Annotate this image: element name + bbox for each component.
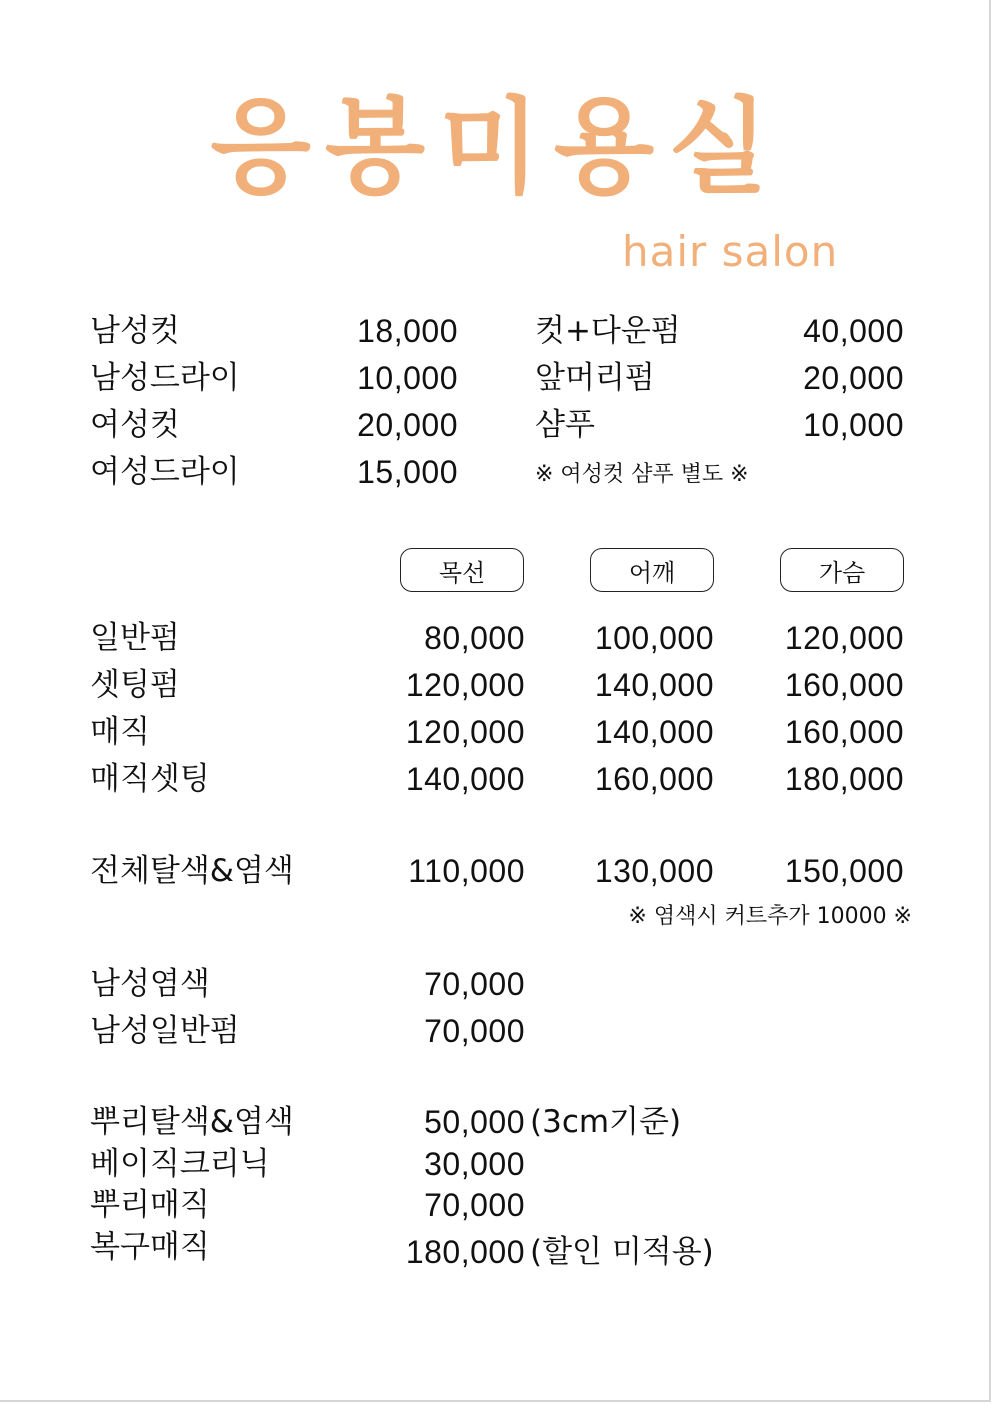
perm-price: 120,000 bbox=[405, 667, 525, 703]
perm-name: 매직셋팅 bbox=[90, 761, 210, 797]
service-price: 10,000 bbox=[803, 407, 904, 443]
service-name: 컷+다운펌 bbox=[535, 313, 681, 349]
extra-service-name: 뿌리매직 bbox=[90, 1187, 210, 1223]
perm-price: 140,000 bbox=[405, 761, 525, 797]
perm-price: 80,000 bbox=[424, 620, 525, 656]
perm-price: 140,000 bbox=[594, 667, 714, 703]
perm-price: 160,000 bbox=[784, 714, 904, 750]
extra-service-price: 30,000 bbox=[424, 1146, 525, 1182]
service-name: 앞머리펌 bbox=[535, 360, 655, 396]
color-note: ※ 염색시 커트추가 10000 ※ bbox=[628, 904, 912, 929]
men-service-price: 70,000 bbox=[424, 1013, 525, 1049]
perm-price: 160,000 bbox=[594, 761, 714, 797]
extra-service-remark: (3cm기준) bbox=[530, 1104, 682, 1140]
color-price: 130,000 bbox=[594, 853, 714, 889]
service-name: 샴푸 bbox=[535, 407, 595, 443]
service-name: 여성컷 bbox=[90, 407, 180, 443]
perm-price: 140,000 bbox=[594, 714, 714, 750]
service-price: 10,000 bbox=[357, 360, 458, 396]
color-price: 150,000 bbox=[784, 853, 904, 889]
perm-price: 160,000 bbox=[784, 667, 904, 703]
perm-price: 100,000 bbox=[594, 620, 714, 656]
extra-service-remark: (할인 미적용) bbox=[530, 1234, 714, 1270]
perm-name: 매직 bbox=[90, 714, 150, 750]
extra-service-name: 베이직크리닉 bbox=[90, 1146, 270, 1182]
length-header-shoulder: 어깨 bbox=[590, 548, 714, 592]
service-price: 20,000 bbox=[357, 407, 458, 443]
service-price: 15,000 bbox=[357, 454, 458, 490]
service-name: 여성드라이 bbox=[90, 454, 240, 490]
shampoo-note: ※ 여성컷 샴푸 별도 ※ bbox=[535, 462, 749, 487]
extra-service-price: 180,000 bbox=[405, 1234, 525, 1270]
perm-price: 180,000 bbox=[784, 761, 904, 797]
men-service-name: 남성일반펌 bbox=[90, 1013, 240, 1049]
length-header-chest: 가슴 bbox=[780, 548, 904, 592]
extra-service-name: 뿌리탈색&염색 bbox=[90, 1104, 294, 1140]
service-price: 18,000 bbox=[357, 313, 458, 349]
extra-service-name: 복구매직 bbox=[90, 1229, 210, 1265]
extra-service-price: 50,000 bbox=[424, 1104, 525, 1140]
men-service-name: 남성염색 bbox=[90, 966, 210, 1002]
service-name: 남성컷 bbox=[90, 313, 180, 349]
length-header-neck: 목선 bbox=[400, 548, 524, 592]
color-price: 110,000 bbox=[408, 853, 525, 889]
salon-subtitle: hair salon bbox=[622, 227, 839, 276]
service-price: 40,000 bbox=[803, 313, 904, 349]
service-name: 남성드라이 bbox=[90, 360, 240, 396]
color-name: 전체탈색&염색 bbox=[90, 853, 294, 889]
men-service-price: 70,000 bbox=[424, 966, 525, 1002]
extra-service-price: 70,000 bbox=[424, 1187, 525, 1223]
perm-price: 120,000 bbox=[405, 714, 525, 750]
perm-price: 120,000 bbox=[784, 620, 904, 656]
perm-name: 일반펌 bbox=[90, 620, 180, 656]
service-price: 20,000 bbox=[803, 360, 904, 396]
perm-name: 셋팅펌 bbox=[90, 667, 180, 703]
salon-title: 응봉미용실 bbox=[210, 85, 783, 208]
